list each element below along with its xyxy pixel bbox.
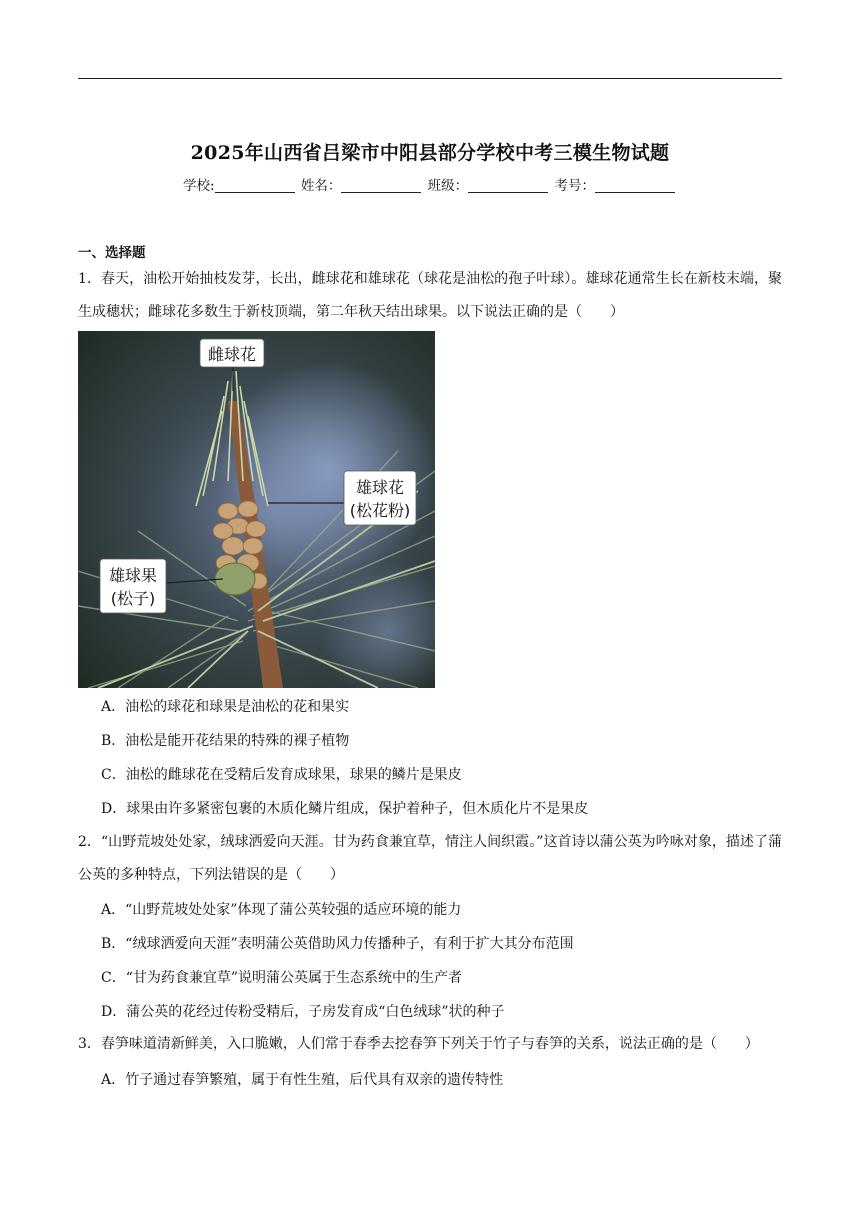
question-1-option-b: B．油松是能开花结果的特殊的裸子植物: [101, 733, 350, 749]
question-2-option-d: D．蒲公英的花经过传粉受精后，子房发育成“白色绒球”状的种子: [101, 1004, 505, 1020]
info-label-school: 学校:: [183, 178, 215, 194]
question-2-option-c: C．“甘为药食兼宜草”说明蒲公英属于生态系统中的生产者: [101, 970, 463, 986]
pine-cone-photo: [78, 331, 435, 688]
label-pollen: (松花粉): [349, 501, 411, 520]
header-rule: [78, 78, 782, 79]
info-label-name: 姓名：: [300, 178, 342, 194]
question-1-option-d: D．球果由许多紧密包裹的木质化鳞片组成，保护着种子，但木质化片不是果皮: [101, 801, 589, 817]
label-male-cone: 雄球花: [355, 478, 405, 497]
question-3-stem: 3．春笋味道清新鲜美，入口脆嫩，人们常于春季去挖春笋下列关于竹子与春笋的关系，说法正确的是（ ）: [78, 1036, 759, 1052]
question-2-option-a: A．“山野荒坡处处家”体现了蒲公英较强的适应环境的能力: [101, 902, 462, 918]
question-1-option-a: A．油松的球花和球果是油松的花和果实: [101, 699, 350, 715]
label-cone-fruit: 雄球果: [108, 566, 158, 585]
question-2-stem: 2．“山野荒坡处处家，绒球洒爱向天涯。甘为药食兼宜草，情注人间织霞。”这首诗以蒲公英为吟咏对象，描述了蒲公英的多种特点，下列法错误的是（ ）: [78, 834, 782, 883]
page-title: 2025年山西省吕梁市中阳县部分学校中考三模生物试题: [190, 142, 670, 164]
label-pine-seed: (松子): [110, 589, 156, 608]
student-info-line: [0, 174, 860, 194]
section-heading: 一、选择题: [78, 245, 146, 261]
school-blank: [215, 179, 295, 193]
class-blank: [468, 179, 548, 193]
number-blank: [595, 179, 675, 193]
question-2-option-b: B．“绒球洒爱向天涯”表明蒲公英借助风力传播种子，有利于扩大其分布范围: [101, 936, 574, 952]
question-3-option-a: A．竹子通过春笋繁殖，属于有性生殖，后代具有双亲的遗传特性: [101, 1072, 504, 1088]
info-label-number: 考号：: [554, 178, 595, 194]
name-blank: [341, 179, 421, 193]
question-1-option-c: C．油松的雌球花在受精后发育成球果，球果的鳞片是果皮: [101, 767, 462, 783]
question-1-stem: 1．春天，油松开始抽枝发芽，长出，雌球花和雄球花（球花是油松的孢子叶球）。雄球花通常生长在新枝末端，聚生成穗状；雌球花多数生于新枝顶端，第二年秋天结出球果。以下说法正确的是（ ）: [78, 271, 782, 320]
label-female-cone: 雌球花: [207, 345, 257, 364]
info-label-class: 班级：: [427, 178, 469, 194]
